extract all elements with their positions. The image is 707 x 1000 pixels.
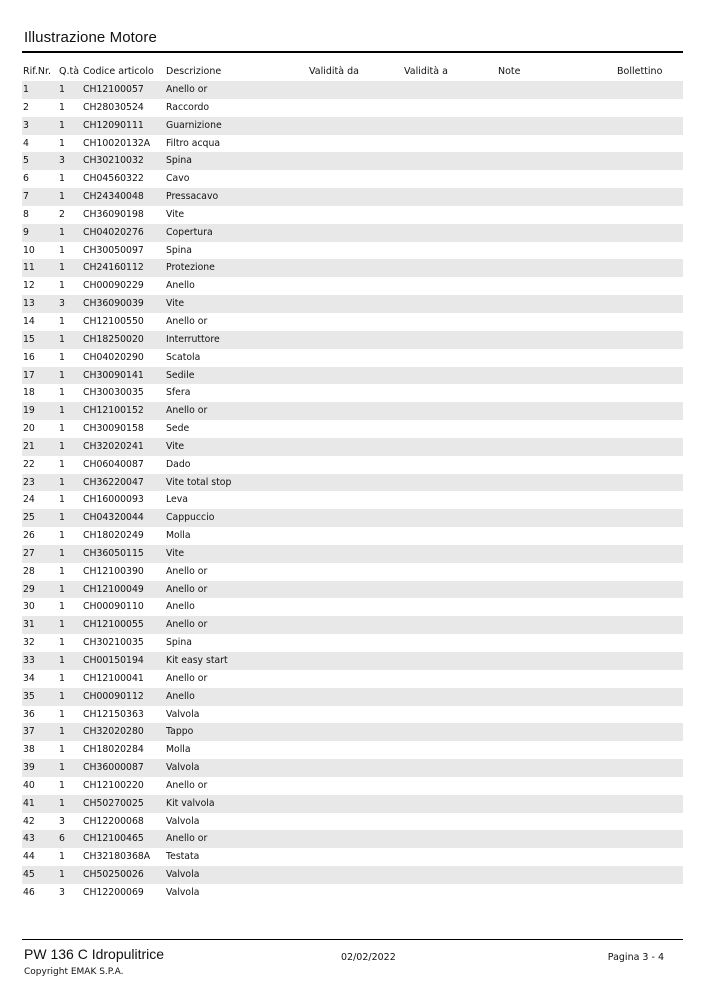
cell-desc: Spina: [166, 637, 192, 649]
cell-rif: 7: [23, 191, 29, 203]
cell-code: CH00090229: [83, 280, 144, 292]
col-bulletin: Bollettino: [617, 66, 663, 77]
cell-qty: 1: [59, 637, 65, 649]
col-note: Note: [498, 66, 521, 77]
cell-qty: 1: [59, 869, 65, 881]
table-row: [22, 813, 683, 831]
model-name: PW 136 C Idropulitrice: [24, 946, 165, 962]
cell-qty: 1: [59, 530, 65, 542]
table-row: [22, 295, 683, 313]
cell-code: CH36000087: [83, 762, 144, 774]
cell-code: CH30210035: [83, 637, 144, 649]
cell-desc: Cappuccio: [166, 512, 215, 524]
cell-rif: 40: [23, 779, 35, 791]
table-row: [22, 224, 683, 242]
cell-desc: Sede: [166, 423, 190, 435]
cell-rif: 44: [23, 851, 35, 863]
cell-rif: 34: [23, 672, 35, 684]
table-row: [22, 759, 683, 777]
cell-desc: Anello or: [166, 833, 208, 845]
cell-qty: 1: [59, 797, 65, 809]
table-row: [22, 420, 683, 438]
cell-rif: 31: [23, 619, 35, 631]
cell-rif: 33: [23, 655, 35, 666]
cell-rif: 30: [23, 601, 35, 613]
cell-code: CH36090198: [83, 208, 144, 220]
cell-qty: 1: [59, 779, 65, 791]
table-row: [22, 491, 683, 509]
cell-desc: Kit easy start: [166, 655, 228, 666]
cell-rif: 8: [23, 208, 29, 220]
cell-code: CH12100550: [83, 315, 144, 327]
cell-desc: Kit valvola: [166, 797, 215, 809]
cell-rif: 21: [23, 440, 35, 452]
cell-desc: Scatola: [166, 351, 201, 363]
cell-desc: Vite: [166, 298, 185, 310]
cell-code: CH30090158: [83, 423, 144, 435]
cell-code: CH16000093: [83, 494, 144, 506]
cell-rif: 24: [23, 494, 35, 506]
cell-qty: 1: [59, 262, 65, 274]
cell-rif: 18: [23, 387, 35, 399]
cell-qty: 1: [59, 423, 65, 435]
table-row: [22, 866, 683, 884]
table-row: [22, 509, 683, 527]
table-row: [22, 313, 683, 331]
col-qty: Q.tà: [59, 66, 80, 77]
cell-code: CH32020241: [83, 440, 144, 452]
cell-rif: 4: [23, 137, 29, 149]
cell-rif: 20: [23, 423, 35, 435]
table-header: [0, 66, 707, 80]
cell-desc: Sedile: [166, 369, 195, 381]
cell-rif: 14: [23, 315, 35, 327]
cell-code: CH18020249: [83, 530, 144, 542]
cell-code: CH12100220: [83, 779, 144, 791]
cell-code: CH18020284: [83, 744, 144, 756]
table-row: [22, 634, 683, 652]
table-row: [22, 206, 683, 224]
cell-desc: Cavo: [166, 173, 190, 185]
cell-rif: 5: [23, 155, 29, 167]
cell-qty: 1: [59, 119, 65, 131]
cell-desc: Guarnizione: [166, 119, 222, 131]
cell-rif: 28: [23, 565, 35, 577]
page-title: Illustrazione Motore: [24, 29, 157, 46]
cell-rif: 26: [23, 530, 35, 542]
cell-qty: 1: [59, 244, 65, 256]
cell-code: CH36220047: [83, 476, 144, 488]
table-row: [22, 670, 683, 688]
cell-desc: Anello or: [166, 619, 208, 631]
cell-desc: Leva: [166, 494, 188, 506]
cell-code: CH32180368A: [83, 851, 151, 863]
copyright: Copyright EMAK S.P.A.: [24, 967, 124, 977]
cell-rif: 36: [23, 708, 35, 720]
cell-desc: Anello or: [166, 779, 208, 791]
cell-desc: Valvola: [166, 869, 200, 881]
table-row: [22, 152, 683, 170]
cell-desc: Filtro acqua: [166, 137, 221, 149]
cell-qty: 1: [59, 672, 65, 684]
table-row: [22, 99, 683, 117]
cell-code: CH00150194: [83, 655, 144, 666]
table-row: [22, 367, 683, 385]
cell-desc: Anello: [166, 280, 195, 292]
cell-qty: 1: [59, 494, 65, 506]
cell-code: CH32020280: [83, 726, 144, 738]
cell-desc: Valvola: [166, 762, 200, 774]
cell-desc: Anello or: [166, 315, 208, 327]
page-number: Pagina 3 - 4: [607, 952, 664, 963]
cell-desc: Anello: [166, 601, 195, 613]
cell-rif: 23: [23, 476, 35, 488]
table-row: [22, 188, 683, 206]
print-date: 02/02/2022: [341, 952, 396, 963]
cell-qty: 1: [59, 512, 65, 524]
cell-qty: 1: [59, 851, 65, 863]
cell-qty: 1: [59, 101, 65, 113]
cell-rif: 35: [23, 690, 35, 702]
cell-desc: Tappo: [166, 726, 194, 738]
cell-code: CH18250020: [83, 333, 144, 345]
cell-qty: 3: [59, 815, 65, 827]
cell-desc: Spina: [166, 155, 192, 167]
cell-rif: 19: [23, 405, 35, 417]
cell-rif: 10: [23, 244, 35, 256]
header-divider: [22, 51, 683, 53]
cell-qty: 3: [59, 298, 65, 310]
cell-code: CH04560322: [83, 173, 144, 185]
cell-desc: Dado: [166, 458, 191, 470]
cell-qty: 1: [59, 619, 65, 631]
cell-rif: 12: [23, 280, 35, 292]
cell-desc: Valvola: [166, 708, 200, 720]
cell-desc: Spina: [166, 244, 192, 256]
cell-code: CH04020276: [83, 226, 144, 238]
table-row: [22, 598, 683, 616]
table-row: [22, 384, 683, 402]
cell-code: CH00090110: [83, 601, 144, 613]
table-row: [22, 117, 683, 135]
table-row: [22, 242, 683, 260]
table-row: [22, 741, 683, 759]
cell-desc: Valvola: [166, 815, 200, 827]
cell-rif: 25: [23, 512, 35, 524]
cell-code: CH30050097: [83, 244, 144, 256]
cell-rif: 29: [23, 583, 35, 595]
table-row: [22, 438, 683, 456]
cell-qty: 1: [59, 191, 65, 203]
table-row: [22, 545, 683, 563]
cell-rif: 38: [23, 744, 35, 756]
cell-qty: 1: [59, 351, 65, 363]
cell-qty: 1: [59, 137, 65, 149]
cell-code: CH12100049: [83, 583, 144, 595]
cell-desc: Protezione: [166, 262, 215, 274]
table-row: [22, 795, 683, 813]
cell-desc: Molla: [166, 744, 191, 756]
table-row: [22, 563, 683, 581]
cell-rif: 13: [23, 298, 35, 310]
cell-rif: 2: [23, 101, 29, 113]
cell-qty: 1: [59, 726, 65, 738]
col-valid-to: Validità a: [404, 66, 448, 77]
cell-qty: 3: [59, 155, 65, 167]
cell-rif: 16: [23, 351, 35, 363]
table-row: [22, 259, 683, 277]
cell-desc: Sfera: [166, 387, 191, 399]
cell-desc: Valvola: [166, 886, 200, 898]
cell-desc: Vite: [166, 208, 185, 220]
cell-code: CH12200069: [83, 886, 144, 898]
cell-desc: Anello or: [166, 405, 208, 417]
cell-code: CH30030035: [83, 387, 144, 399]
cell-desc: Anello or: [166, 565, 208, 577]
table-row: [22, 527, 683, 545]
cell-qty: 1: [59, 315, 65, 327]
table-row: [22, 331, 683, 349]
cell-code: CH12100041: [83, 672, 144, 684]
cell-qty: 1: [59, 84, 65, 95]
cell-qty: 1: [59, 333, 65, 345]
cell-rif: 6: [23, 173, 29, 185]
cell-code: CH12100390: [83, 565, 144, 577]
cell-code: CH12200068: [83, 815, 144, 827]
cell-qty: 1: [59, 405, 65, 417]
cell-qty: 3: [59, 886, 65, 898]
cell-code: CH10020132A: [83, 137, 151, 149]
parts-table: [22, 81, 683, 902]
cell-code: CH36050115: [83, 547, 144, 559]
cell-code: CH30090141: [83, 369, 144, 381]
cell-code: CH04320044: [83, 512, 144, 524]
cell-code: CH30210032: [83, 155, 144, 167]
cell-qty: 1: [59, 744, 65, 756]
table-row: [22, 616, 683, 634]
col-valid-from: Validità da: [309, 66, 359, 77]
cell-qty: 1: [59, 601, 65, 613]
cell-code: CH06040087: [83, 458, 144, 470]
cell-code: CH24160112: [83, 262, 144, 274]
table-row: [22, 652, 683, 670]
cell-rif: 41: [23, 797, 35, 809]
cell-desc: Testata: [166, 851, 200, 863]
cell-qty: 2: [59, 208, 65, 220]
cell-code: CH12100152: [83, 405, 144, 417]
cell-rif: 27: [23, 547, 35, 559]
cell-code: CH50270025: [83, 797, 144, 809]
cell-rif: 22: [23, 458, 35, 470]
table-row: [22, 706, 683, 724]
cell-code: CH28030524: [83, 101, 144, 113]
cell-desc: Copertura: [166, 226, 213, 238]
cell-rif: 37: [23, 726, 35, 738]
cell-qty: 1: [59, 387, 65, 399]
cell-code: CH36090039: [83, 298, 144, 310]
cell-desc: Raccordo: [166, 101, 210, 113]
cell-code: CH04020290: [83, 351, 144, 363]
cell-qty: 1: [59, 547, 65, 559]
cell-rif: 15: [23, 333, 35, 345]
table-row: [22, 456, 683, 474]
cell-qty: 1: [59, 369, 65, 381]
table-row: [22, 81, 683, 99]
cell-qty: 1: [59, 226, 65, 238]
cell-desc: Vite: [166, 547, 185, 559]
cell-rif: 3: [23, 119, 29, 131]
cell-rif: 1: [23, 84, 29, 95]
cell-qty: 1: [59, 280, 65, 292]
cell-desc: Anello: [166, 690, 195, 702]
cell-code: CH12100465: [83, 833, 144, 845]
cell-rif: 17: [23, 369, 35, 381]
col-rif: Rif.Nr.: [23, 66, 52, 77]
table-row: [22, 884, 683, 902]
cell-code: CH12100055: [83, 619, 144, 631]
cell-desc: Interruttore: [166, 333, 220, 345]
cell-desc: Anello or: [166, 84, 208, 95]
cell-qty: 1: [59, 655, 65, 666]
col-desc: Descrizione: [166, 66, 222, 77]
cell-qty: 1: [59, 458, 65, 470]
cell-qty: 1: [59, 708, 65, 720]
cell-desc: Vite: [166, 440, 185, 452]
cell-code: CH12090111: [83, 119, 144, 131]
cell-qty: 1: [59, 173, 65, 185]
footer-divider: [22, 939, 683, 940]
table-row: [22, 349, 683, 367]
cell-rif: 46: [23, 886, 35, 898]
cell-qty: 1: [59, 690, 65, 702]
cell-rif: 43: [23, 833, 35, 845]
table-row: [22, 723, 683, 741]
cell-qty: 1: [59, 476, 65, 488]
cell-code: CH24340048: [83, 191, 144, 203]
col-code: Codice articolo: [83, 66, 154, 77]
cell-qty: 1: [59, 583, 65, 595]
table-row: [22, 848, 683, 866]
cell-code: CH00090112: [83, 690, 144, 702]
cell-desc: Anello or: [166, 583, 208, 595]
cell-desc: Vite total stop: [166, 476, 232, 488]
table-row: [22, 777, 683, 795]
cell-rif: 9: [23, 226, 29, 238]
cell-rif: 39: [23, 762, 35, 774]
cell-rif: 11: [23, 262, 35, 274]
cell-desc: Pressacavo: [166, 191, 219, 203]
cell-qty: 6: [59, 833, 65, 845]
table-row: [22, 135, 683, 153]
table-row: [22, 277, 683, 295]
cell-qty: 1: [59, 762, 65, 774]
table-row: [22, 830, 683, 848]
cell-rif: 32: [23, 637, 35, 649]
cell-code: CH50250026: [83, 869, 144, 881]
cell-rif: 42: [23, 815, 35, 827]
cell-rif: 45: [23, 869, 35, 881]
cell-qty: 1: [59, 440, 65, 452]
cell-desc: Molla: [166, 530, 191, 542]
table-row: [22, 170, 683, 188]
table-row: [22, 402, 683, 420]
cell-desc: Anello or: [166, 672, 208, 684]
table-row: [22, 474, 683, 492]
cell-qty: 1: [59, 565, 65, 577]
cell-code: CH12150363: [83, 708, 144, 720]
table-row: [22, 688, 683, 706]
table-row: [22, 581, 683, 599]
cell-code: CH12100057: [83, 84, 144, 95]
